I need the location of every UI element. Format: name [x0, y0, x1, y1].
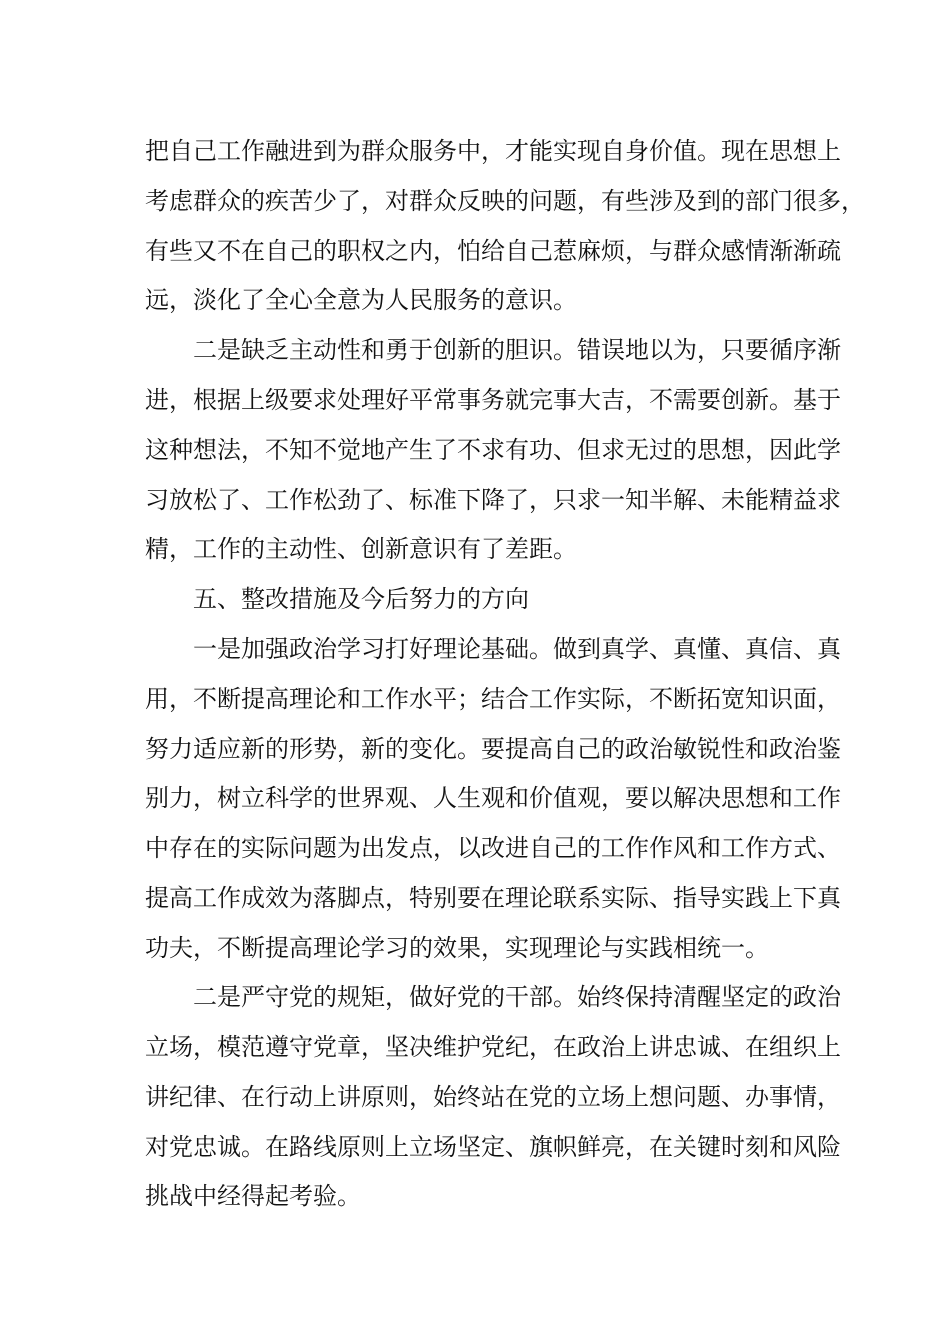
text-line: 立场，模范遵守党章，坚决维护党纪，在政治上讲忠诚、在组织上 [145, 1033, 841, 1061]
text-line: 别力，树立科学的世界观、人生观和价值观，要以解决思想和工作 [145, 784, 841, 812]
text-line: 对党忠诚。在路线原则上立场坚定、旗帜鲜亮，在关键时刻和风险 [145, 1133, 841, 1161]
text-line: 努力适应新的形势，新的变化。要提高自己的政治敏锐性和政治鉴 [145, 735, 841, 763]
paragraph-first-line: 二是严守党的规矩，做好党的干部。始终保持清醒坚定的政治 [193, 983, 841, 1011]
text-line: 提高工作成效为落脚点，特别要在理论联系实际、指导实践上下真 [145, 884, 841, 912]
text-line: 挑战中经得起考验。 [145, 1182, 361, 1210]
text-line: 讲纪律、在行动上讲原则，始终站在党的立场上想问题、办事情， [145, 1083, 841, 1111]
paragraph-first-line: 二是缺乏主动性和勇于创新的胆识。错误地以为，只要循序渐 [193, 336, 841, 364]
text-line: 这种想法，不知不觉地产生了不求有功、但求无过的思想，因此学 [145, 436, 841, 464]
paragraph-first-line: 一是加强政治学习打好理论基础。做到真学、真懂、真信、真 [193, 635, 841, 663]
text-line: 进，根据上级要求处理好平常事务就完事大吉，不需要创新。基于 [145, 386, 841, 414]
text-line: 中存在的实际问题为出发点，以改进自己的工作作风和工作方式、 [145, 834, 841, 862]
text-line: 远，淡化了全心全意为人民服务的意识。 [145, 286, 577, 314]
text-line: 习放松了、工作松劲了、标准下降了，只求一知半解、未能精益求 [145, 486, 841, 514]
text-line: 有些又不在自己的职权之内，怕给自己惹麻烦，与群众感情渐渐疏 [145, 237, 841, 265]
text-line: 用，不断提高理论和工作水平；结合工作实际，不断拓宽知识面， [145, 685, 841, 713]
text-line: 精，工作的主动性、创新意识有了差距。 [145, 535, 577, 563]
text-line: 功夫，不断提高理论学习的效果，实现理论与实践相统一。 [145, 934, 769, 962]
text-line: 把自己工作融进到为群众服务中，才能实现自身价值。现在思想上 [145, 137, 841, 165]
text-line: 考虑群众的疾苦少了，对群众反映的问题，有些涉及到的部门很多， [145, 187, 865, 215]
section-heading: 五、整改措施及今后努力的方向 [193, 585, 529, 613]
